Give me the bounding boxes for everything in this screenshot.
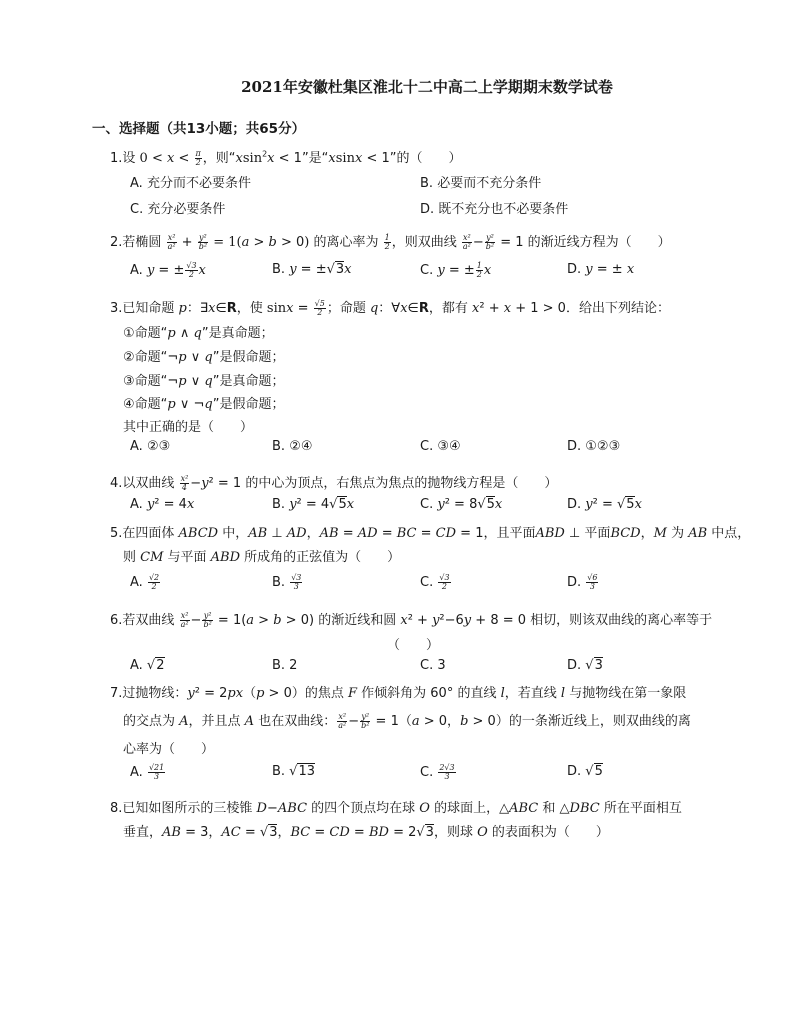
question-7-stem: 7.过抛物线：y² = 2px（p > 0）的焦点 F 作倾斜角为 60° 的直线 l，若直线 l 与抛物线在第一象限	[110, 686, 687, 701]
q1-option-a[interactable]: A. 充分而不必要条件	[130, 176, 251, 191]
q4-option-b[interactable]: B. y² = 4√5x	[272, 497, 355, 512]
q4-option-c[interactable]: C. y² = 8√5x	[420, 497, 503, 512]
question-7-stem-2: 的交点为 A，并且点 A 也在双曲线： $\frac{\text{x²}}{\text{a²}}$ − $\frac{\text{y²}}{\text{b²}}$ = 1（a > 0，b > 0）的一条渐近线上，则双曲线的离	[123, 712, 691, 730]
section-heading: 一、选择题（共13小题；共65分）	[92, 121, 306, 137]
q3-option-c[interactable]: C. ③④	[420, 439, 461, 454]
question-5-stem: 5.在四面体 ABCD 中，AB ⊥ AD，AB = AD = BC = CD = 1，且平面ABD ⊥ 平面BCD，M 为 AB 中点，	[110, 526, 751, 541]
question-7-stem-3: 心率为（ ）	[123, 742, 215, 757]
q3-option-a[interactable]: A. ②③	[130, 439, 171, 454]
q3-option-d[interactable]: D. ①②③	[567, 439, 621, 454]
question-2-stem: 2.若椭圆 $\frac{\text{x²}}{\text{a²}}$ + $\frac{\text{y²}}{\text{b²}}$ = 1(a > b > 0) 的离心率为 $\frac{1}{2}$ ，则双曲线 $\frac{\text{x²}}{\text{a²}}$ − $\frac{\text{y²}}{\text{b²}}$ = 1 的渐近线方程为（ ）	[110, 233, 671, 251]
q2-option-b[interactable]: B. y = ±√3x	[272, 262, 352, 277]
question-1-stem: 1.设 0 < x < $\frac{\pi}{2}$ ，则“xsin$^2$x < 1”是“xsinx < 1”的（ ）	[110, 149, 462, 167]
question-4-stem: 4.以双曲线 $\frac{\text{x²}}{4}$ −y² = 1 的中心为顶点，右焦点为焦点的抛物线方程是（ ）	[110, 474, 558, 492]
question-8-stem: 8.已知如图所示的三棱锥 D−ABC 的四个顶点均在球 O 的球面上，△ABC 和 △DBC 所在平面相互	[110, 801, 682, 816]
question-5-stem-2: 则 CM 与平面 ABD 所成角的正弦值为（ ）	[123, 550, 401, 565]
question-8-stem-2: 垂直，AB = 3，AC = √3，BC = CD = BD = 2√3，则球 O 的表面积为（ ）	[123, 825, 609, 840]
q7-option-b[interactable]: B. √13	[272, 764, 316, 779]
q2-option-d[interactable]: D. y = ± x	[567, 262, 635, 277]
q1-option-c[interactable]: C. 充分必要条件	[130, 202, 226, 217]
q3-ask: 其中正确的是（ ）	[123, 420, 254, 435]
q7-option-c[interactable]: C. $\frac{2√3}{3}$	[420, 763, 455, 781]
q5-option-d[interactable]: D. $\frac{√6}{3}$	[567, 573, 598, 591]
q6-option-c[interactable]: C. 3	[420, 658, 446, 673]
q7-option-d[interactable]: D. √5	[567, 764, 603, 779]
q6-option-b[interactable]: B. 2	[272, 658, 298, 673]
q3-statement-4: ④命题“p ∨ ¬q”是假命题；	[123, 397, 285, 412]
q6-option-a[interactable]: A. √2	[130, 658, 165, 673]
q6-paren: （ ）	[387, 638, 440, 653]
question-6-stem: 6.若双曲线 $\frac{\text{x²}}{\text{a²}}$ − $\frac{\text{y²}}{\text{b²}}$ = 1(a > b > 0) 的渐近线和圆 x² + y²−6y + 8 = 0 相切，则该双曲线的离心率等于	[110, 611, 713, 629]
q2-option-a[interactable]: A. y = ± $\frac{√3}{2}$ x	[130, 261, 206, 279]
q1-option-b[interactable]: B. 必要而不充分条件	[420, 176, 542, 191]
page-title: 2021年安徽杜集区淮北十二中高二上学期期末数学试卷	[241, 78, 613, 96]
q3-statement-3: ③命题“¬p ∨ q”是真命题；	[123, 374, 285, 389]
q7-option-a[interactable]: A. $\frac{√21}{3}$	[130, 763, 165, 781]
q4-option-d[interactable]: D. y² = √5x	[567, 497, 642, 512]
q5-option-b[interactable]: B. $\frac{√3}{3}$	[272, 573, 302, 591]
q6-option-d[interactable]: D. √3	[567, 658, 603, 673]
q3-statement-1: ①命题“p ∧ q”是真命题；	[123, 326, 274, 341]
q3-option-b[interactable]: B. ②④	[272, 439, 313, 454]
q5-option-a[interactable]: A. $\frac{√2}{2}$	[130, 573, 160, 591]
q5-option-c[interactable]: C. $\frac{√3}{2}$	[420, 573, 450, 591]
q4-option-a[interactable]: A. y² = 4x	[130, 497, 195, 512]
question-3-stem: 3.已知命题 p：∃x∈R，使 sinx = $\frac{√5}{2}$ ；命题 q：∀x∈R，都有 x² + x + 1 > 0．给出下列结论：	[110, 299, 670, 317]
q3-statement-2: ②命题“¬p ∨ q”是假命题；	[123, 350, 285, 365]
q2-option-c[interactable]: C. y = ± $\frac{1}{2}$ x	[420, 261, 492, 279]
q1-option-d[interactable]: D. 既不充分也不必要条件	[420, 202, 569, 217]
